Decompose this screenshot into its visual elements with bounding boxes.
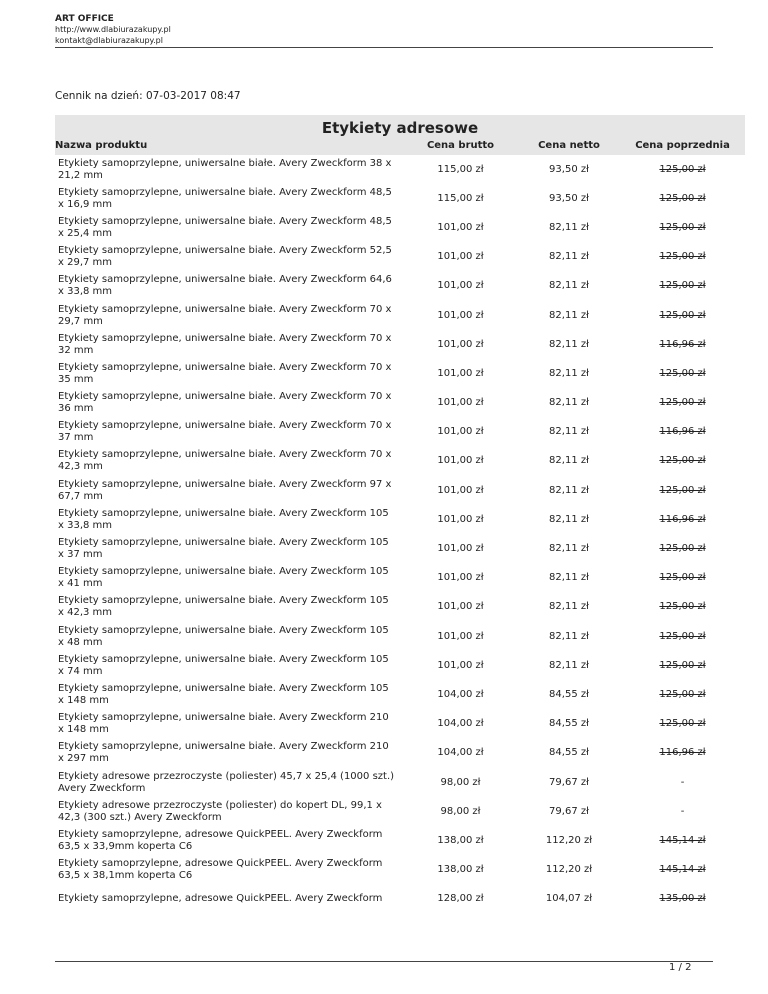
price-brutto: 104,00 zł	[437, 718, 484, 730]
price-previous-cell	[620, 534, 745, 563]
table-row	[55, 359, 745, 388]
price-netto: 84,55 zł	[549, 747, 589, 759]
table-row	[55, 768, 745, 797]
table-row	[55, 710, 745, 739]
price-previous-cell	[620, 797, 745, 826]
table-row	[55, 739, 745, 768]
company-name: ART OFFICE	[55, 14, 114, 24]
price-netto: 82,11 zł	[549, 659, 589, 671]
table-row	[55, 447, 745, 476]
price-netto: 82,11 zł	[549, 221, 589, 233]
price-previous-cell	[620, 213, 745, 242]
price-netto: 104,07 zł	[545, 893, 593, 905]
price-previous: 125,00 zł	[659, 484, 706, 496]
table-row	[55, 826, 745, 855]
product-name: Etykiety samoprzylepne, uniwersalne białe. Avery Zweckform 105 x 33,8 mm	[58, 507, 389, 531]
price-netto: 79,67 zł	[549, 805, 589, 817]
product-name: Etykiety samoprzylepne, uniwersalne białe. Avery Zweckform 105 x 37 mm	[58, 537, 389, 561]
column-header-name: Nazwa produktu	[55, 137, 403, 155]
table-row	[55, 476, 745, 505]
price-brutto: 101,00 zł	[437, 543, 484, 555]
table-row	[55, 680, 745, 709]
product-name: Etykiety samoprzylepne, uniwersalne białe. Avery Zweckform 97 x 67,7 mm	[58, 478, 392, 502]
price-brutto: 101,00 zł	[437, 484, 484, 496]
price-previous: 125,00 zł	[659, 192, 706, 204]
price-netto: 93,50 zł	[549, 192, 589, 204]
price-netto: 82,11 zł	[549, 367, 589, 379]
price-brutto: 101,00 zł	[437, 280, 484, 292]
price-netto: 82,11 zł	[549, 309, 589, 321]
table-row	[55, 593, 745, 622]
price-previous-cell	[620, 826, 745, 855]
price-previous-cell	[620, 184, 745, 213]
header-divider	[55, 47, 713, 48]
price-brutto: 101,00 zł	[437, 630, 484, 642]
product-name: Etykiety samoprzylepne, uniwersalne białe. Avery Zweckform 105 x 74 mm	[58, 653, 389, 677]
product-name: Etykiety samoprzylepne, uniwersalne białe. Avery Zweckform 70 x 32 mm	[58, 332, 392, 356]
price-previous: 125,00 zł	[659, 572, 706, 584]
price-previous-cell	[620, 710, 745, 739]
price-previous: 125,00 zł	[659, 688, 706, 700]
table-row	[55, 272, 745, 301]
price-previous: 116,96 zł	[659, 513, 706, 525]
price-previous-cell	[620, 680, 745, 709]
price-brutto: 101,00 zł	[437, 221, 484, 233]
column-header-netto: Cena netto	[518, 137, 620, 155]
price-previous-cell	[620, 739, 745, 768]
price-netto: 82,11 zł	[549, 630, 589, 642]
document-header	[55, 13, 713, 46]
table-row	[55, 213, 745, 242]
price-brutto: 101,00 zł	[437, 426, 484, 438]
product-name: Etykiety samoprzylepne, uniwersalne białe. Avery Zweckform 70 x 29,7 mm	[58, 303, 392, 327]
price-previous-cell	[620, 476, 745, 505]
price-netto: 82,11 zł	[549, 338, 589, 350]
table-row	[55, 243, 745, 272]
price-previous: 145,14 zł	[659, 864, 706, 876]
price-previous: 125,00 zł	[659, 630, 706, 642]
product-name: Etykiety samoprzylepne, uniwersalne białe. Avery Zweckform 70 x 42,3 mm	[58, 449, 392, 473]
table-row	[55, 885, 745, 914]
price-brutto: 138,00 zł	[437, 864, 484, 876]
product-name: Etykiety samoprzylepne, adresowe QuickPEEL. Avery Zweckform 63,5 x 33,9mm koperta C6	[58, 828, 383, 852]
price-brutto: 101,00 zł	[437, 251, 484, 263]
product-name: Etykiety samoprzylepne, uniwersalne białe. Avery Zweckform 210 x 297 mm	[58, 741, 389, 765]
price-brutto: 101,00 zł	[437, 367, 484, 379]
footer-divider	[55, 961, 713, 962]
price-previous: 125,00 zł	[659, 718, 706, 730]
price-previous-cell	[620, 301, 745, 330]
price-previous: 125,00 zł	[659, 163, 706, 175]
product-name: Etykiety samoprzylepne, uniwersalne białe. Avery Zweckform 105 x 48 mm	[58, 624, 389, 648]
price-brutto: 101,00 zł	[437, 659, 484, 671]
price-previous-cell	[620, 155, 745, 184]
product-name: Etykiety samoprzylepne, adresowe QuickPEEL. Avery Zweckform 63,5 x 38,1mm koperta C6	[58, 858, 383, 882]
product-name: Etykiety samoprzylepne, uniwersalne białe. Avery Zweckform 52,5 x 29,7 mm	[58, 245, 392, 269]
price-netto: 93,50 zł	[549, 163, 589, 175]
price-previous: -	[680, 776, 685, 788]
price-previous-cell	[620, 651, 745, 680]
table-row	[55, 651, 745, 680]
price-brutto: 101,00 zł	[437, 338, 484, 350]
price-previous-cell	[620, 622, 745, 651]
price-previous-cell	[620, 359, 745, 388]
price-brutto: 101,00 zł	[437, 309, 484, 321]
price-previous-cell	[620, 243, 745, 272]
price-brutto: 98,00 zł	[440, 776, 481, 788]
price-brutto: 138,00 zł	[437, 834, 484, 846]
table-row	[55, 797, 745, 826]
price-netto: 84,55 zł	[549, 688, 589, 700]
price-previous: 125,00 zł	[659, 367, 706, 379]
product-name: Etykiety samoprzylepne, uniwersalne białe. Avery Zweckform 64,6 x 33,8 mm	[58, 274, 392, 298]
product-name: Etykiety samoprzylepne, uniwersalne białe. Avery Zweckform 105 x 42,3 mm	[58, 595, 389, 619]
product-name: Etykiety adresowe przezroczyste (poliester) 45,7 x 25,4 (1000 szt.) Avery Zweckform	[58, 770, 395, 794]
price-previous: 125,00 zł	[659, 455, 706, 467]
price-previous: 125,00 zł	[659, 543, 706, 555]
table-row	[55, 184, 745, 213]
price-list-date: Cennik na dzień: 07-03-2017 08:47	[55, 90, 241, 102]
product-name: Etykiety samoprzylepne, adresowe QuickPEEL. Avery Zweckform	[58, 893, 383, 905]
price-netto: 82,11 zł	[549, 543, 589, 555]
product-name: Etykiety samoprzylepne, uniwersalne białe. Avery Zweckform 70 x 36 mm	[58, 391, 392, 415]
price-previous: 135,00 zł	[659, 893, 706, 905]
price-brutto: 101,00 zł	[437, 455, 484, 467]
price-previous-cell	[620, 856, 745, 885]
table-title: Etykiety adresowe	[55, 115, 745, 137]
price-previous: 145,14 zł	[659, 834, 706, 846]
price-table-container	[55, 115, 745, 914]
price-previous-cell	[620, 272, 745, 301]
price-netto: 82,11 zł	[549, 426, 589, 438]
price-brutto: 101,00 zł	[437, 572, 484, 584]
product-name: Etykiety samoprzylepne, uniwersalne białe. Avery Zweckform 70 x 35 mm	[58, 361, 392, 385]
table-row	[55, 301, 745, 330]
price-previous-cell	[620, 418, 745, 447]
price-brutto: 101,00 zł	[437, 513, 484, 525]
table-row	[55, 330, 745, 359]
product-name: Etykiety samoprzylepne, uniwersalne białe. Avery Zweckform 38 x 21,2 mm	[58, 157, 392, 181]
price-previous: 125,00 zł	[659, 397, 706, 409]
product-name: Etykiety samoprzylepne, uniwersalne białe. Avery Zweckform 48,5 x 25,4 mm	[58, 215, 392, 239]
page-number: 1 / 2	[669, 962, 692, 973]
price-previous: 125,00 zł	[659, 309, 706, 321]
price-brutto: 101,00 zł	[437, 601, 484, 613]
price-previous: 116,96 zł	[659, 747, 706, 759]
price-previous-cell	[620, 564, 745, 593]
table-row	[55, 155, 745, 184]
product-name: Etykiety samoprzylepne, uniwersalne białe. Avery Zweckform 105 x 41 mm	[58, 566, 389, 590]
table-row	[55, 856, 745, 885]
table-row	[55, 505, 745, 534]
price-previous-cell	[620, 505, 745, 534]
price-netto: 82,11 zł	[549, 513, 589, 525]
price-previous-cell	[620, 447, 745, 476]
table-row	[55, 622, 745, 651]
price-table	[55, 115, 745, 914]
company-email[interactable]: kontakt@dlabiurazakupy.pl	[55, 35, 163, 45]
product-name: Etykiety samoprzylepne, uniwersalne białe. Avery Zweckform 48,5 x 16,9 mm	[58, 186, 392, 210]
product-name: Etykiety samoprzylepne, uniwersalne białe. Avery Zweckform 105 x 148 mm	[58, 682, 389, 706]
table-body	[55, 155, 745, 914]
price-brutto: 98,00 zł	[440, 805, 481, 817]
price-netto: 112,20 zł	[545, 864, 593, 876]
company-url[interactable]: http://www.dlabiurazakupy.pl	[55, 25, 171, 34]
table-row	[55, 389, 745, 418]
price-netto: 112,20 zł	[545, 834, 593, 846]
price-brutto: 115,00 zł	[437, 192, 484, 204]
price-brutto: 101,00 zł	[437, 397, 484, 409]
price-netto: 82,11 zł	[549, 455, 589, 467]
price-netto: 82,11 zł	[549, 251, 589, 263]
column-header-brutto: Cena brutto	[403, 137, 518, 155]
price-netto: 82,11 zł	[549, 601, 589, 613]
price-netto: 82,11 zł	[549, 484, 589, 496]
price-brutto: 115,00 zł	[437, 163, 484, 175]
price-brutto: 104,00 zł	[437, 688, 484, 700]
price-previous: 125,00 zł	[659, 601, 706, 613]
price-netto: 82,11 zł	[549, 280, 589, 292]
price-netto: 82,11 zł	[549, 397, 589, 409]
table-row	[55, 564, 745, 593]
price-previous-cell	[620, 593, 745, 622]
price-netto: 79,67 zł	[549, 776, 589, 788]
price-brutto: 128,00 zł	[437, 893, 484, 905]
product-name: Etykiety samoprzylepne, uniwersalne białe. Avery Zweckform 70 x 37 mm	[58, 420, 392, 444]
product-name: Etykiety adresowe przezroczyste (poliester) do kopert DL, 99,1 x 42,3 (300 szt.) Avery Zweckform	[58, 799, 382, 823]
price-previous: 116,96 zł	[659, 426, 706, 438]
product-name: Etykiety samoprzylepne, uniwersalne białe. Avery Zweckform 210 x 148 mm	[58, 712, 389, 736]
price-previous-cell	[620, 389, 745, 418]
price-brutto: 104,00 zł	[437, 747, 484, 759]
price-previous-cell	[620, 885, 745, 914]
price-previous: -	[680, 805, 685, 817]
table-row	[55, 534, 745, 563]
price-previous: 125,00 zł	[659, 659, 706, 671]
column-header-prev: Cena poprzednia	[620, 137, 745, 155]
price-previous: 125,00 zł	[659, 280, 706, 292]
price-netto: 82,11 zł	[549, 572, 589, 584]
price-previous-cell	[620, 768, 745, 797]
price-previous-cell	[620, 330, 745, 359]
price-previous: 125,00 zł	[659, 251, 706, 263]
price-previous: 116,96 zł	[659, 338, 706, 350]
price-previous: 125,00 zł	[659, 221, 706, 233]
table-row	[55, 418, 745, 447]
price-netto: 84,55 zł	[549, 718, 589, 730]
